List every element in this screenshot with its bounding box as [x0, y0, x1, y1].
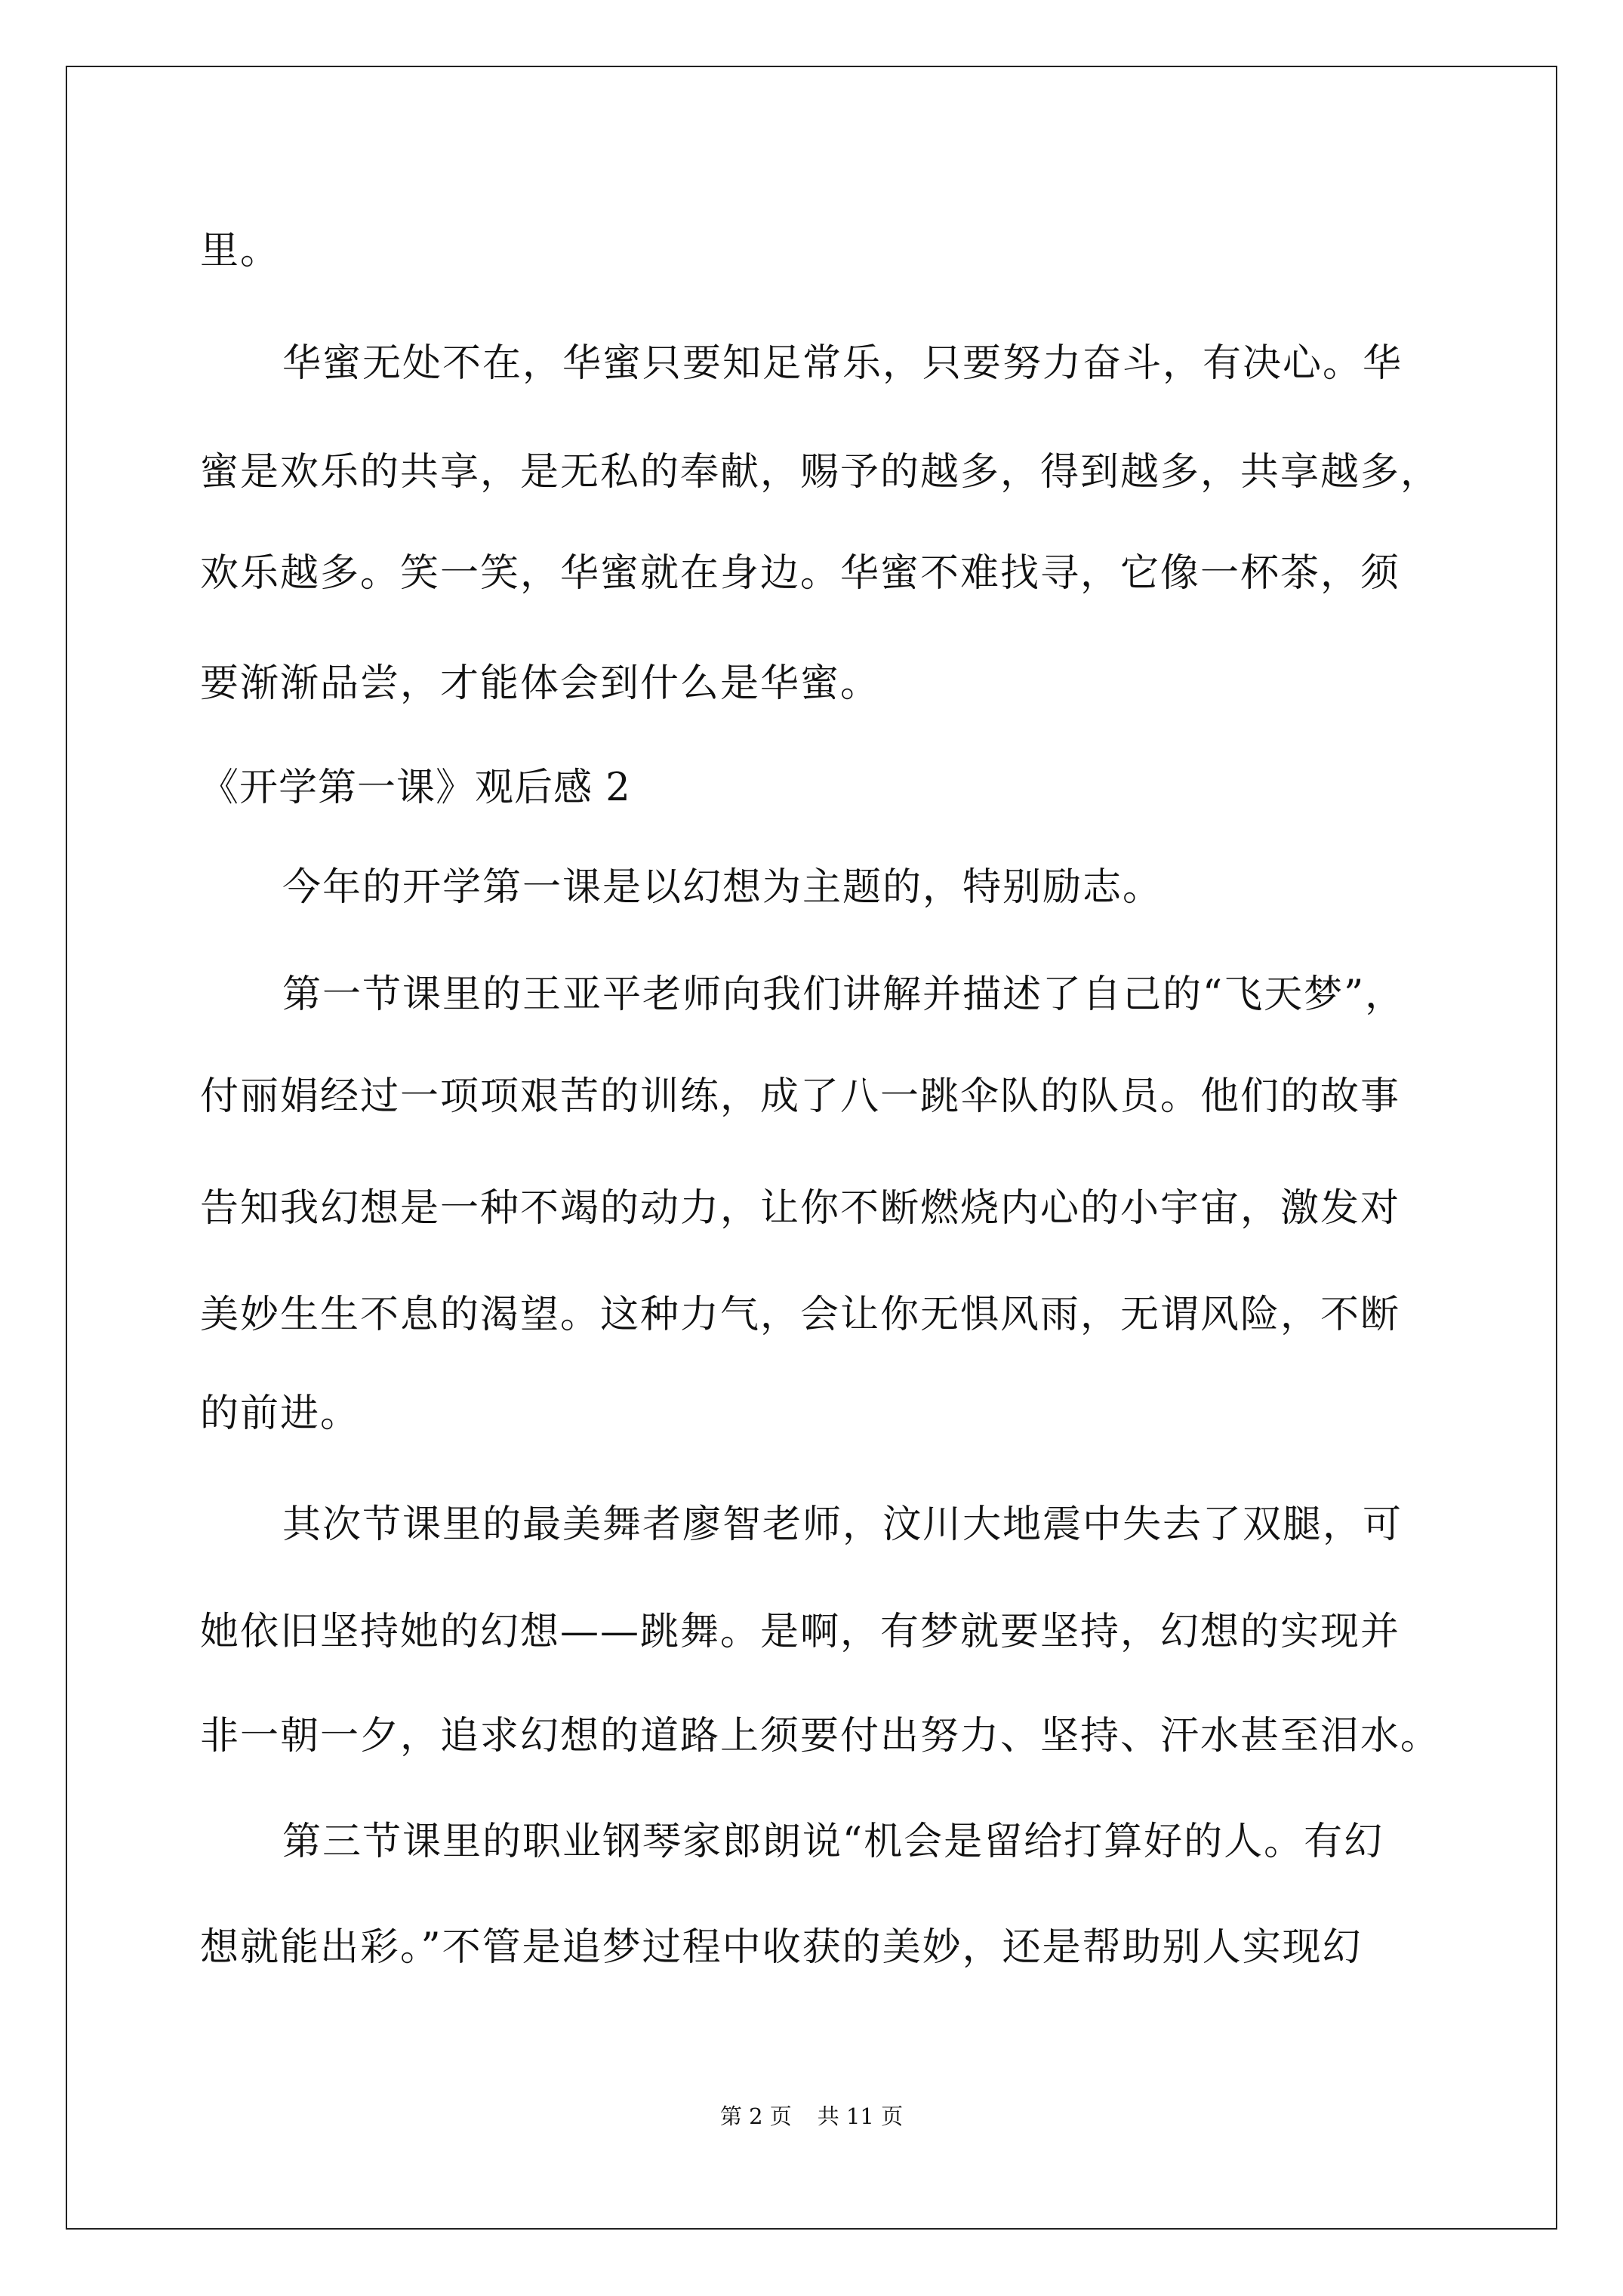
text-line: 第一节课里的王亚平老师向我们讲解并描述了自己的“飞天梦”，: [282, 972, 1406, 1017]
text-line: 要渐渐品尝，才能体会到什么是华蜜。: [200, 661, 881, 706]
text-line: 其次节课里的最美舞者廖智老师，汶川大地震中失去了双腿，可: [282, 1502, 1403, 1547]
page-number: 第 2 页: [719, 2103, 792, 2129]
text-line: 蜜是欢乐的共享，是无私的奉献，赐予的越多，得到越多，共享越多，: [200, 450, 1441, 495]
text-line: 付丽娟经过一项项艰苦的训练，成了八一跳伞队的队员。他们的故事: [200, 1074, 1401, 1119]
text-line: 想就能出彩。”不管是追梦过程中收获的美妙，还是帮助别人实现幻: [200, 1925, 1363, 1970]
text-line: 第三节课里的职业钢琴家郎朗说“机会是留给打算好的人。有幻: [282, 1820, 1384, 1864]
text-line: 美妙生生不息的渴望。这种力气，会让你无惧风雨，无谓风险，不断: [200, 1293, 1401, 1337]
section-heading: 《开学第一课》观后感 2: [200, 766, 631, 810]
page-border: [66, 66, 1557, 2230]
page-footer: [0, 2103, 1623, 2130]
text-line: 欢乐越多。笑一笑，华蜜就在身边。华蜜不难找寻，它像一杯茶，须: [200, 551, 1401, 596]
text-line: 今年的开学第一课是以幻想为主题的，特别励志。: [282, 865, 1163, 910]
text-line: 她依旧坚持她的幻想——跳舞。是啊，有梦就要坚持，幻想的实现并: [200, 1610, 1401, 1654]
page-total: 共 11 页: [817, 2103, 904, 2129]
text-line: 华蜜无处不在，华蜜只要知足常乐，只要努力奋斗，有决心。华: [282, 341, 1403, 386]
text-line: 里。: [200, 229, 281, 273]
text-line: 告知我幻想是一种不竭的动力，让你不断燃烧内心的小宇宙，激发对: [200, 1186, 1401, 1231]
text-line: 非一朝一夕，追求幻想的道路上须要付出努力、坚持、汗水甚至泪水。: [200, 1714, 1441, 1758]
text-line: 的前进。: [200, 1391, 361, 1436]
